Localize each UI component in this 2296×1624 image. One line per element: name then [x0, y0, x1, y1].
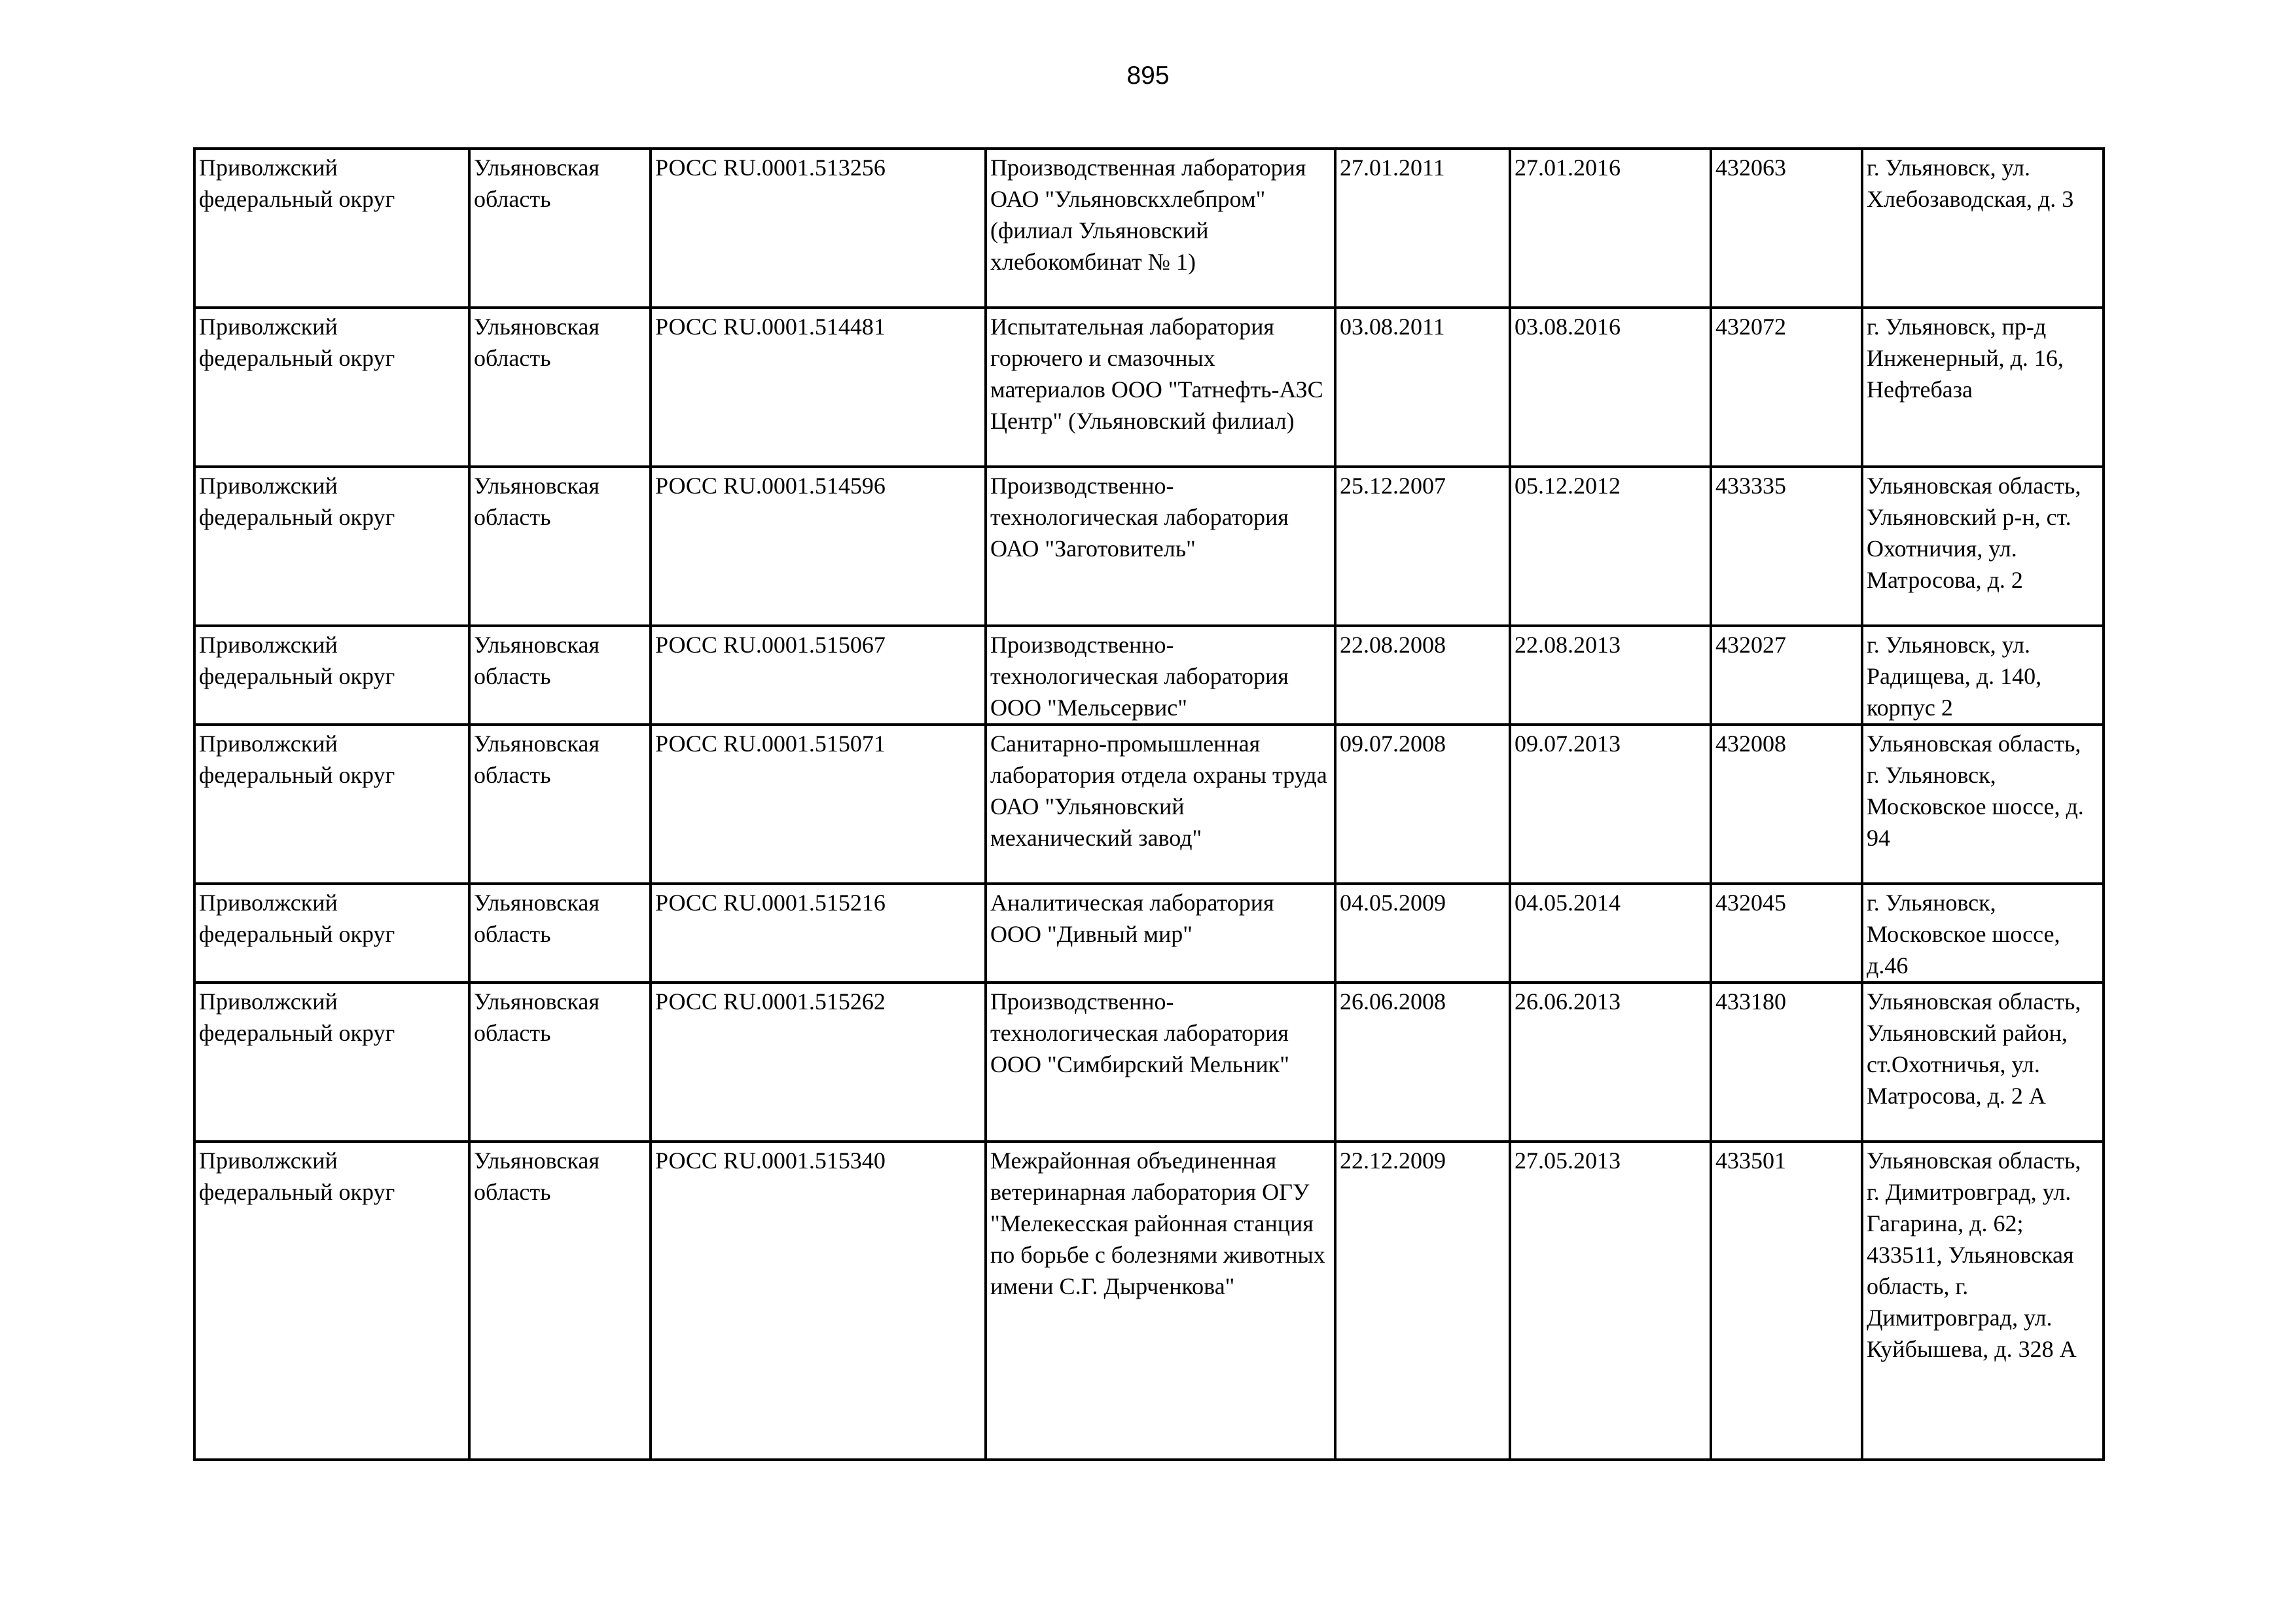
address-cell: Ульяновская область, Ульяновский район, ст.Охотничья, ул. Матросова, д. 2 А — [1862, 983, 2104, 1142]
issue-date-cell: 04.05.2009 — [1335, 884, 1510, 983]
region-cell: Ульяновская область — [469, 983, 651, 1142]
table-row — [194, 308, 2104, 467]
page-number: 895 — [1126, 62, 1170, 90]
district-cell: Приволжский федеральный округ — [194, 884, 469, 983]
district-cell: Приволжский федеральный округ — [194, 467, 469, 626]
issue-date-cell: 09.07.2008 — [1335, 725, 1510, 884]
laboratory-name-cell: Санитарно-промышленная лаборатория отдела охраны труда ОАО "Ульяновский механический завод" — [986, 725, 1335, 884]
district-cell: Приволжский федеральный округ — [194, 1142, 469, 1460]
certificate-number-cell: РОСС RU.0001.514596 — [651, 467, 986, 626]
table-row — [194, 467, 2104, 626]
expiry-date-cell: 04.05.2014 — [1510, 884, 1711, 983]
laboratory-name-cell: Производственная лаборатория ОАО "Ульяновскхлебпром" (филиал Ульяновский хлебокомбинат № 1) — [986, 149, 1335, 308]
expiry-date-cell: 27.01.2016 — [1510, 149, 1711, 308]
region-cell: Ульяновская область — [469, 884, 651, 983]
region-cell: Ульяновская область — [469, 626, 651, 725]
laboratory-name-cell: Испытательная лаборатория горючего и смазочных материалов ООО "Татнефть-АЗС Центр" (Ульяновский филиал) — [986, 308, 1335, 467]
laboratory-name-cell: Производственно-технологическая лаборатория ОАО "Заготовитель" — [986, 467, 1335, 626]
address-cell: Ульяновская область, г. Димитровград, ул. Гагарина, д. 62; 433511, Ульяновская область, г. Димитровград, ул. Куйбышева, д. 328 А — [1862, 1142, 2104, 1460]
certificate-number-cell: РОСС RU.0001.515216 — [651, 884, 986, 983]
postcode-cell: 432027 — [1711, 626, 1862, 725]
issue-date-cell: 26.06.2008 — [1335, 983, 1510, 1142]
postcode-cell: 432045 — [1711, 884, 1862, 983]
issue-date-cell: 22.12.2009 — [1335, 1142, 1510, 1460]
laboratory-name-cell: Производственно-технологическая лаборатория ООО "Симбирский Мельник" — [986, 983, 1335, 1142]
expiry-date-cell: 05.12.2012 — [1510, 467, 1711, 626]
address-cell: г. Ульяновск, пр-д Инженерный, д. 16, Нефтебаза — [1862, 308, 2104, 467]
table-row — [194, 884, 2104, 983]
certificate-number-cell: РОСС RU.0001.515262 — [651, 983, 986, 1142]
table-row — [194, 983, 2104, 1142]
region-cell: Ульяновская область — [469, 308, 651, 467]
district-cell: Приволжский федеральный округ — [194, 308, 469, 467]
expiry-date-cell: 27.05.2013 — [1510, 1142, 1711, 1460]
district-cell: Приволжский федеральный округ — [194, 626, 469, 725]
postcode-cell: 432008 — [1711, 725, 1862, 884]
table-row — [194, 149, 2104, 308]
laboratory-name-cell: Аналитическая лаборатория ООО "Дивный мир" — [986, 884, 1335, 983]
certificate-number-cell: РОСС RU.0001.513256 — [651, 149, 986, 308]
table-row — [194, 725, 2104, 884]
postcode-cell: 432072 — [1711, 308, 1862, 467]
district-cell: Приволжский федеральный округ — [194, 983, 469, 1142]
postcode-cell: 433501 — [1711, 1142, 1862, 1460]
region-cell: Ульяновская область — [469, 725, 651, 884]
region-cell: Ульяновская область — [469, 149, 651, 308]
address-cell: г. Ульяновск, Московское шоссе, д.46 — [1862, 884, 2104, 983]
postcode-cell: 433180 — [1711, 983, 1862, 1142]
region-cell: Ульяновская область — [469, 1142, 651, 1460]
postcode-cell: 433335 — [1711, 467, 1862, 626]
address-cell: г. Ульяновск, ул. Радищева, д. 140, корпус 2 — [1862, 626, 2104, 725]
district-cell: Приволжский федеральный округ — [194, 725, 469, 884]
expiry-date-cell: 09.07.2013 — [1510, 725, 1711, 884]
certificate-number-cell: РОСС RU.0001.515071 — [651, 725, 986, 884]
issue-date-cell: 22.08.2008 — [1335, 626, 1510, 725]
table-row — [194, 1142, 2104, 1460]
district-cell: Приволжский федеральный округ — [194, 149, 469, 308]
certificate-number-cell: РОСС RU.0001.515340 — [651, 1142, 986, 1460]
certificate-number-cell: РОСС RU.0001.514481 — [651, 308, 986, 467]
region-cell: Ульяновская область — [469, 467, 651, 626]
certificate-number-cell: РОСС RU.0001.515067 — [651, 626, 986, 725]
laboratory-name-cell: Межрайонная объединенная ветеринарная лаборатория ОГУ "Мелекесская районная станция по борьбе с болезнями животных имени С.Г. Дырченкова" — [986, 1142, 1335, 1460]
expiry-date-cell: 03.08.2016 — [1510, 308, 1711, 467]
issue-date-cell: 03.08.2011 — [1335, 308, 1510, 467]
issue-date-cell: 25.12.2007 — [1335, 467, 1510, 626]
address-cell: Ульяновская область, Ульяновский р-н, ст. Охотничия, ул. Матросова, д. 2 — [1862, 467, 2104, 626]
expiry-date-cell: 22.08.2013 — [1510, 626, 1711, 725]
address-cell: Ульяновская область, г. Ульяновск, Московское шоссе, д. 94 — [1862, 725, 2104, 884]
issue-date-cell: 27.01.2011 — [1335, 149, 1510, 308]
expiry-date-cell: 26.06.2013 — [1510, 983, 1711, 1142]
laboratory-registry-table — [193, 147, 2105, 1461]
laboratory-name-cell: Производственно-технологическая лаборатория ООО "Мельсервис" — [986, 626, 1335, 725]
table-row — [194, 626, 2104, 725]
address-cell: г. Ульяновск, ул. Хлебозаводская, д. 3 — [1862, 149, 2104, 308]
postcode-cell: 432063 — [1711, 149, 1862, 308]
